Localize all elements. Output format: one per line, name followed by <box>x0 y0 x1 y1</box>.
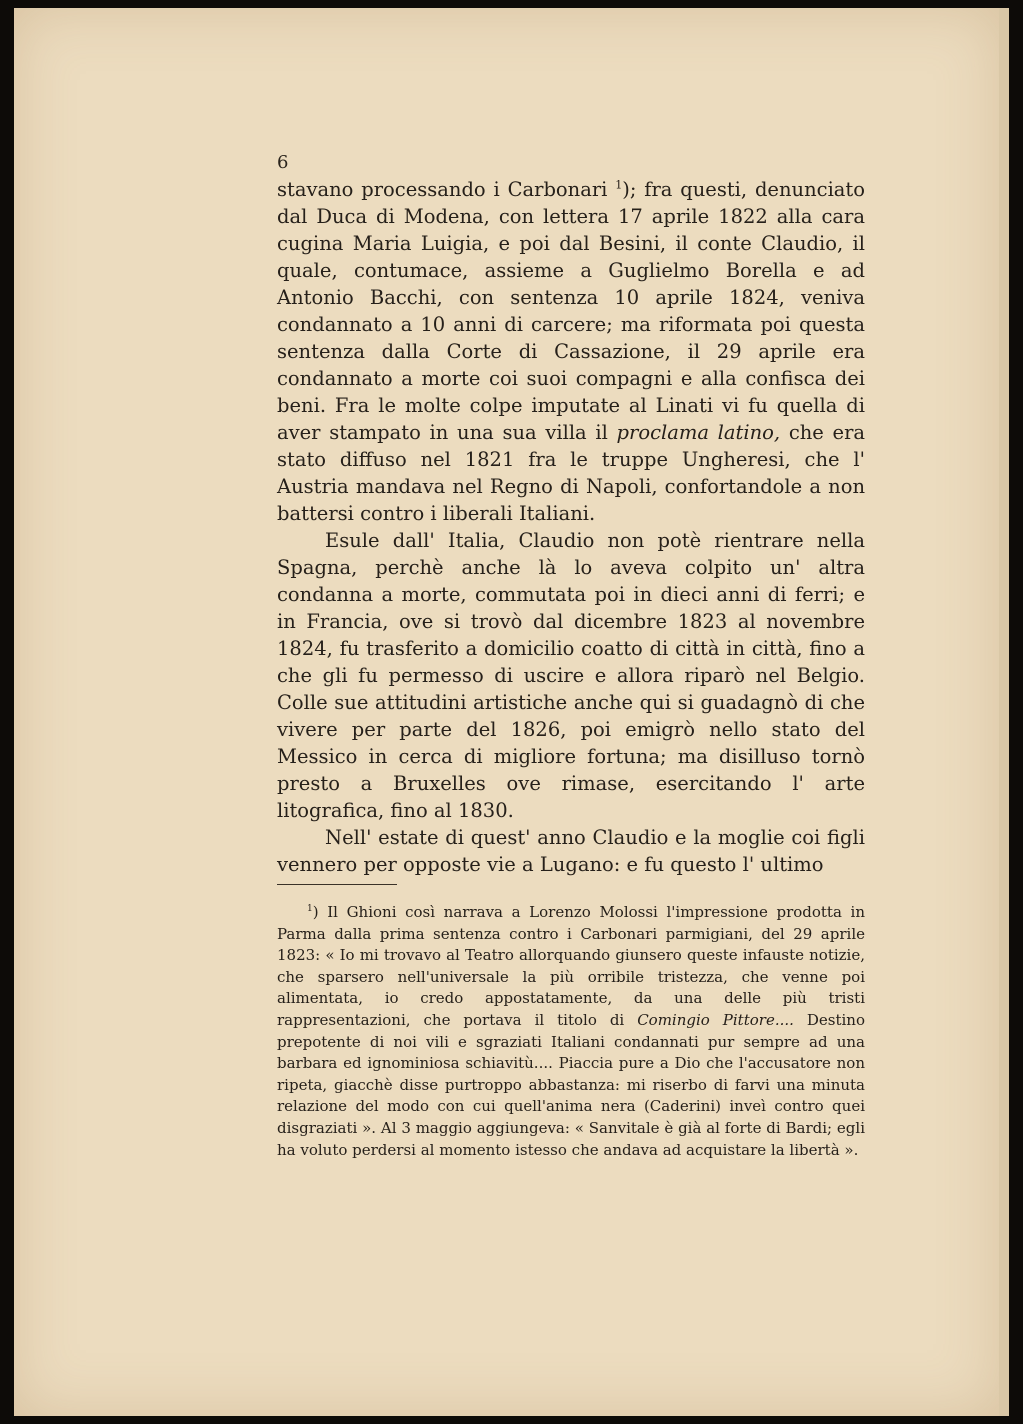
paragraph-1 <box>277 176 865 527</box>
footnote <box>277 902 865 1161</box>
paragraph-2: Esule dall' Italia, Claudio non potè rientrare nella Spagna, perchè anche là lo aveva colpito un' altra condanna a morte, commutata poi in dieci anni di ferri; e in Francia, ove si trovò dal dicembre 1823 al novembre 1824, fu trasferito a domicilio coatto di città in città, fino a che gli fu permesso di uscire e allora riparò nel Belgio. Colle sue attitudini artistiche anche qui si guadagnò di che vivere per parte del 1826, poi emigrò nello stato del Messico in cerca di migliore fortuna; ma disilluso tornò presto a Bruxelles ove rimase, esercitando l' arte litografica, fino al 1830. <box>277 529 865 822</box>
italic-phrase: proclama latino, <box>616 421 781 444</box>
paragraph-1-end: che era stato diffuso nel 1821 fra le truppe Ungheresi, che l' Austria mandava nel Regno di Napoli, confortandole a non battersi contro i liberali Italiani. <box>277 421 866 525</box>
paragraph-1-start: stavano processando i Carbonari <box>277 178 616 201</box>
footnote-reference: 1 <box>615 178 623 192</box>
footnote-text-end: Destino prepotente di noi vili e sgraziati Italiani condannati pur sempre ad una barbara ed ignominiosa schiavitù.... Piaccia pure a Dio che l'accusatore non ripeta, giacchè disse purtroppo abbastanza: mi riserbo di farvi una minuta relazione del modo con cui quell'anima nera (Caderini) inveì contro quei disgraziati ». Al 3 maggio aggiungeva: « Sanvitale è già al forte di Bardi; egli ha voluto perdersi al momento istesso che andava ad acquistare la libertà ». <box>277 1010 865 1159</box>
paragraph-3: Nell' estate di quest' anno Claudio e la moglie coi figli vennero per opposte vie a Lugano: e fu questo l' ultimo <box>277 826 865 876</box>
footnote-divider <box>277 884 397 885</box>
footnote-marker: 1 <box>307 904 313 914</box>
footnote-paragraph <box>277 902 865 1161</box>
page-number: 6 <box>277 152 289 173</box>
paragraph-1-middle: ); fra questi, denunciato dal Duca di Modena, con lettera 17 aprile 1822 alla cara cugina Maria Luigia, e poi dal Besini, il conte Claudio, il quale, contumace, assieme a Guglielmo Borella e ad Antonio Bacchi, con sentenza 10 aprile 1824, veniva condannato a 10 anni di carcere; ma riformata poi questa sentenza dalla Corte di Cassazione, il 29 aprile era condannato a morte coi suoi compagni e alla confisca dei beni. Fra le molte colpe imputate al Linati vi fu quella di aver stampato in una sua villa il <box>277 178 866 444</box>
main-text <box>277 176 865 878</box>
page-edge <box>999 8 1009 1416</box>
footnote-text-start: ) Il Ghioni così narrava a Lorenzo Molossi l'impressione prodotta in Parma dalla prima sentenza contro i Carbonari parmigiani, del 29 aprile 1823: « Io mi trovavo al Teatro allorquando giunsero queste infauste notizie, che sparsero nell'universale la più orribile tristezza, che venne poi alimentata, io credo appostatamente, da una delle più tristi rappresentazioni, che portava il titolo di <box>277 903 865 1029</box>
footnote-italic-title: Comingio Pittore.... <box>637 1010 794 1029</box>
